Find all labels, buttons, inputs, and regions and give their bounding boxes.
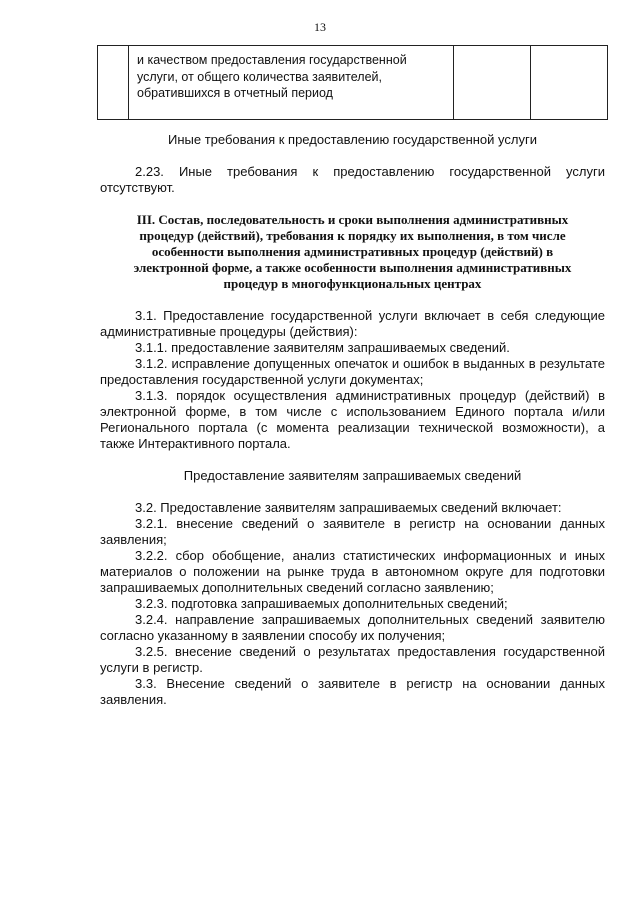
page-number: 13 xyxy=(314,20,326,34)
table-fragment xyxy=(97,45,608,120)
paragraph-3-2-1: 3.2.1. внесение сведений о заявителе в регистр на основании данных заявления; xyxy=(100,516,605,547)
paragraph-3-2: 3.2. Предоставление заявителям запрашиваемых сведений включает: xyxy=(135,500,562,515)
table-cell-text: и качеством предоставления государственной услуги, от общего количества заявителей, обратившихся в отчетный период xyxy=(137,53,407,100)
paragraph-3-3: 3.3. Внесение сведений о заявителе в регистр на основании данных заявления. xyxy=(100,676,605,707)
paragraph-3-1-1: 3.1.1. предоставление заявителям запрашиваемых сведений. xyxy=(135,340,510,355)
paragraph-3-2-5: 3.2.5. внесение сведений о результатах предоставления государственной услуги в регистр. xyxy=(100,644,605,675)
table-column-divider xyxy=(453,46,454,119)
paragraph-3-2-3: 3.2.3. подготовка запрашиваемых дополнительных сведений; xyxy=(135,596,508,611)
table-column-divider xyxy=(128,46,129,119)
paragraph-3-2-2: 3.2.2. сбор обобщение, анализ статистических информационных и иных материалов о положении на рынке труда в автономном округе для подготовки запрашиваемых дополнительных сведений согласно заявлению; xyxy=(100,548,605,595)
paragraph-2-23: 2.23. Иные требования к предоставлению государственной услуги отсутствуют. xyxy=(100,164,605,195)
section-heading-provision: Предоставление заявителям запрашиваемых сведений xyxy=(183,468,522,483)
section-heading-other-requirements: Иные требования к предоставлению государственной услуги xyxy=(168,132,537,147)
document-body xyxy=(100,132,605,708)
table-column-divider xyxy=(530,46,531,119)
paragraph-3-2-4: 3.2.4. направление запрашиваемых дополнительных сведений заявителю согласно указанному в заявлении способу их получения; xyxy=(100,612,605,643)
section-heading-iii: III. Состав, последовательность и сроки выполнения административных процедур (действий), требования к порядку их выполнения, в том числе особенности выполнения административных процедур (действий) в электронной форме, а также особенности выполнения административных процедур в многофункциональных центрах xyxy=(133,212,572,291)
paragraph-3-1: 3.1. Предоставление государственной услуги включает в себя следующие административные процедуры (действия): xyxy=(100,308,605,339)
paragraph-3-1-2: 3.1.2. исправление допущенных опечаток и ошибок в выданных в результате предоставления государственной услуги документах; xyxy=(100,356,605,387)
paragraph-3-1-3: 3.1.3. порядок осуществления административных процедур (действий) в электронной форме, в том числе с использованием Единого портала и/или Регионального портала (с момента реализации технической возможности), а также Интерактивного портала. xyxy=(100,388,605,451)
